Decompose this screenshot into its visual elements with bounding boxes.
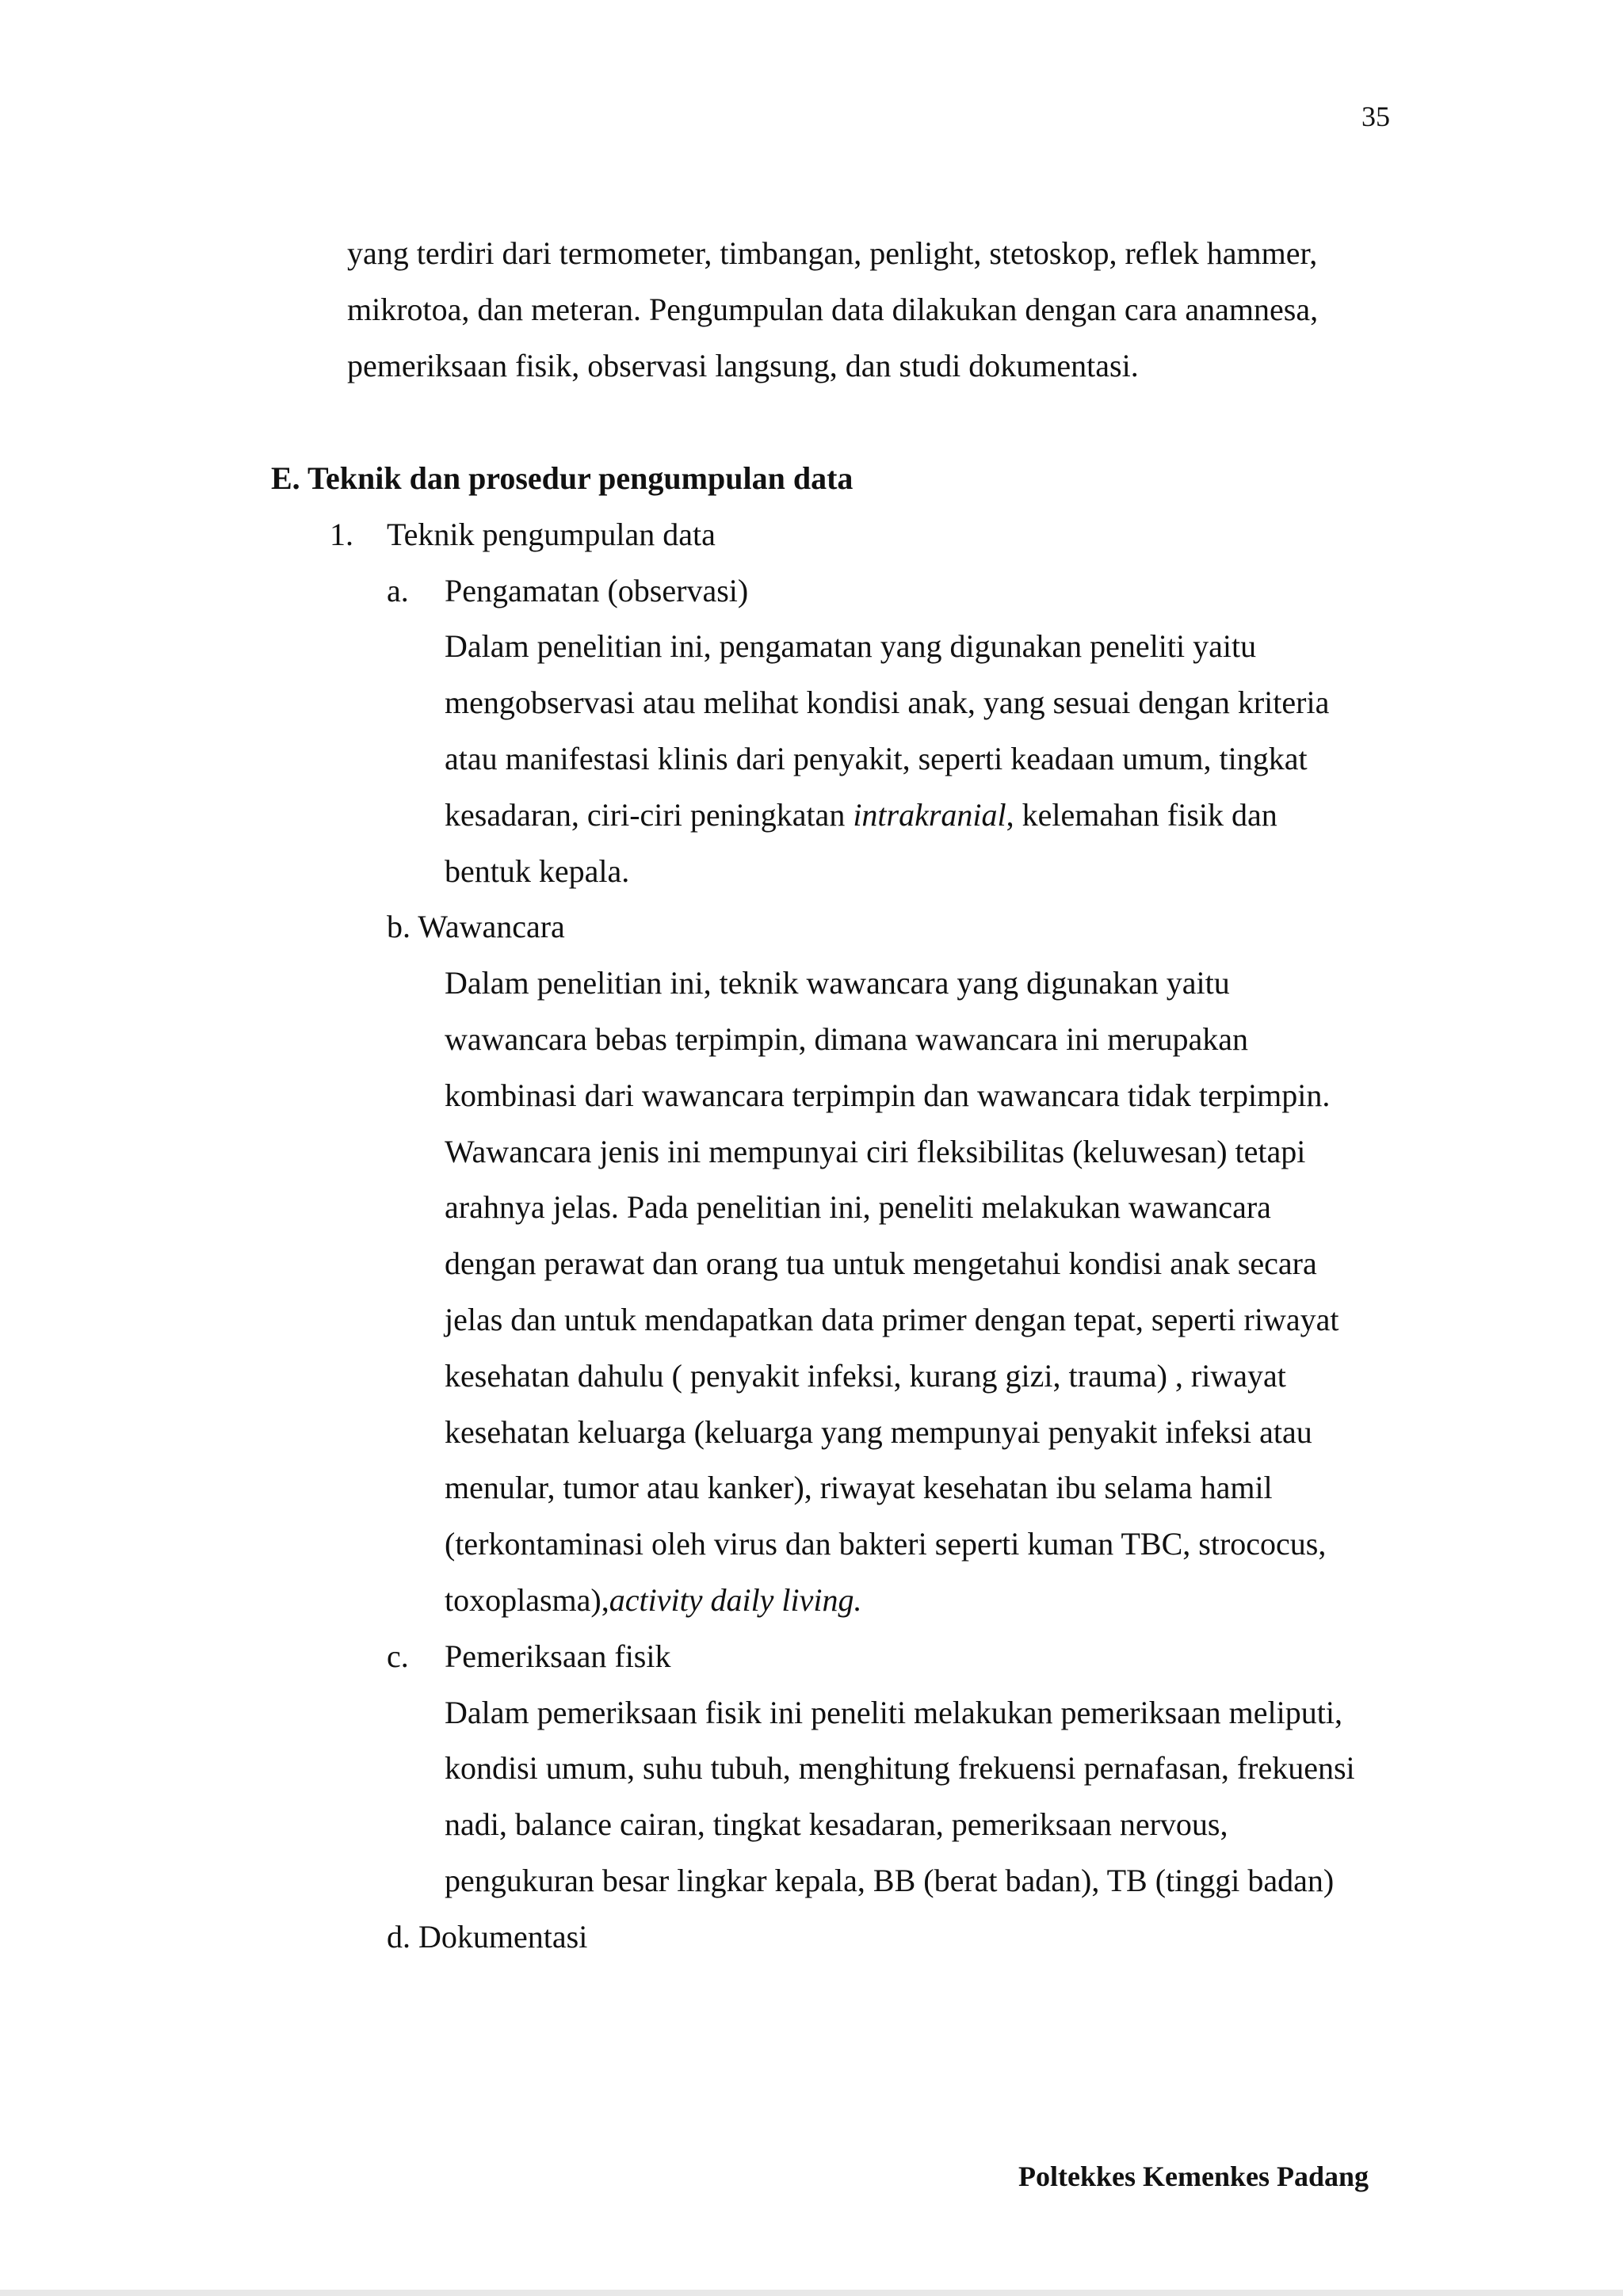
paragraph-line: Wawancara jenis ini mempunyai ciri fleksibilitas (keluwesan) tetapi xyxy=(445,1134,1306,1169)
paragraph-line xyxy=(445,1581,862,1619)
italic-term: activity daily living. xyxy=(609,1582,862,1618)
sub-item-b-title: b. Wawancara xyxy=(387,909,565,944)
paragraph-line: Dalam pemeriksaan fisik ini peneliti melakukan pemeriksaan meliputi, xyxy=(445,1695,1342,1730)
intro-line: yang terdiri dari termometer, timbangan, penlight, stetoskop, reflek hammer, xyxy=(347,235,1318,271)
paragraph-line: kombinasi dari wawancara terpimpin dan wawancara tidak terpimpin. xyxy=(445,1077,1331,1113)
sub-item-c-title: Pemeriksaan fisik xyxy=(445,1638,671,1674)
sub-item-d-title: d. Dokumentasi xyxy=(387,1919,588,1955)
paragraph-line: atau manifestasi klinis dari penyakit, seperti keadaan umum, tingkat xyxy=(445,741,1308,776)
paragraph-line: dengan perawat dan orang tua untuk mengetahui kondisi anak secara xyxy=(445,1245,1317,1281)
sub-marker-c: c. xyxy=(387,1638,409,1674)
paragraph-line: kesehatan keluarga (keluarga yang mempunyai penyakit infeksi atau xyxy=(445,1414,1312,1450)
paragraph-line: Dalam penelitian ini, pengamatan yang digunakan peneliti yaitu xyxy=(445,628,1257,664)
sub-marker-a: a. xyxy=(387,573,409,608)
paragraph-line: jelas dan untuk mendapatkan data primer dengan tepat, seperti riwayat xyxy=(445,1302,1339,1337)
paragraph-line xyxy=(445,796,1277,834)
intro-line: pemeriksaan fisik, observasi langsung, dan studi dokumentasi. xyxy=(347,348,1139,383)
page-bottom-edge xyxy=(0,2290,1623,2296)
list-marker-1: 1. xyxy=(330,517,353,552)
text-run: , kelemahan fisik dan xyxy=(1006,797,1277,833)
paragraph-line: (terkontaminasi oleh virus dan bakteri seperti kuman TBC, strococus, xyxy=(445,1526,1327,1562)
paragraph-line: nadi, balance cairan, tingkat kesadaran, pemeriksaan nervous, xyxy=(445,1806,1228,1842)
paragraph-line: Dalam penelitian ini, teknik wawancara yang digunakan yaitu xyxy=(445,965,1230,1001)
paragraph-line: pengukuran besar lingkar kepala, BB (berat badan), TB (tinggi badan) xyxy=(445,1863,1335,1898)
list-item-1-title: Teknik pengumpulan data xyxy=(387,517,716,552)
paragraph-line: wawancara bebas terpimpin, dimana wawancara ini merupakan xyxy=(445,1021,1248,1057)
paragraph-line: kesehatan dahulu ( penyakit infeksi, kurang gizi, trauma) , riwayat xyxy=(445,1358,1286,1394)
paragraph-line: mengobservasi atau melihat kondisi anak, yang sesuai dengan kriteria xyxy=(445,685,1330,720)
section-heading: E. Teknik dan prosedur pengumpulan data xyxy=(271,460,854,496)
page-footer: Poltekkes Kemenkes Padang xyxy=(1018,2161,1369,2192)
paragraph-line: kondisi umum, suhu tubuh, menghitung frekuensi pernafasan, frekuensi xyxy=(445,1750,1355,1786)
paragraph-line: menular, tumor atau kanker), riwayat kesehatan ibu selama hamil xyxy=(445,1470,1273,1505)
text-run: toxoplasma), xyxy=(445,1582,609,1618)
text-run: kesadaran, ciri-ciri peningkatan xyxy=(445,797,854,833)
paragraph-line: arahnya jelas. Pada penelitian ini, peneliti melakukan wawancara xyxy=(445,1189,1271,1225)
paragraph-line: bentuk kepala. xyxy=(445,853,630,889)
italic-term: intrakranial xyxy=(853,797,1006,833)
intro-line: mikrotoa, dan meteran. Pengumpulan data dilakukan dengan cara anamnesa, xyxy=(347,292,1319,327)
page-number: 35 xyxy=(1361,101,1390,132)
sub-item-a-title: Pengamatan (observasi) xyxy=(445,573,749,608)
